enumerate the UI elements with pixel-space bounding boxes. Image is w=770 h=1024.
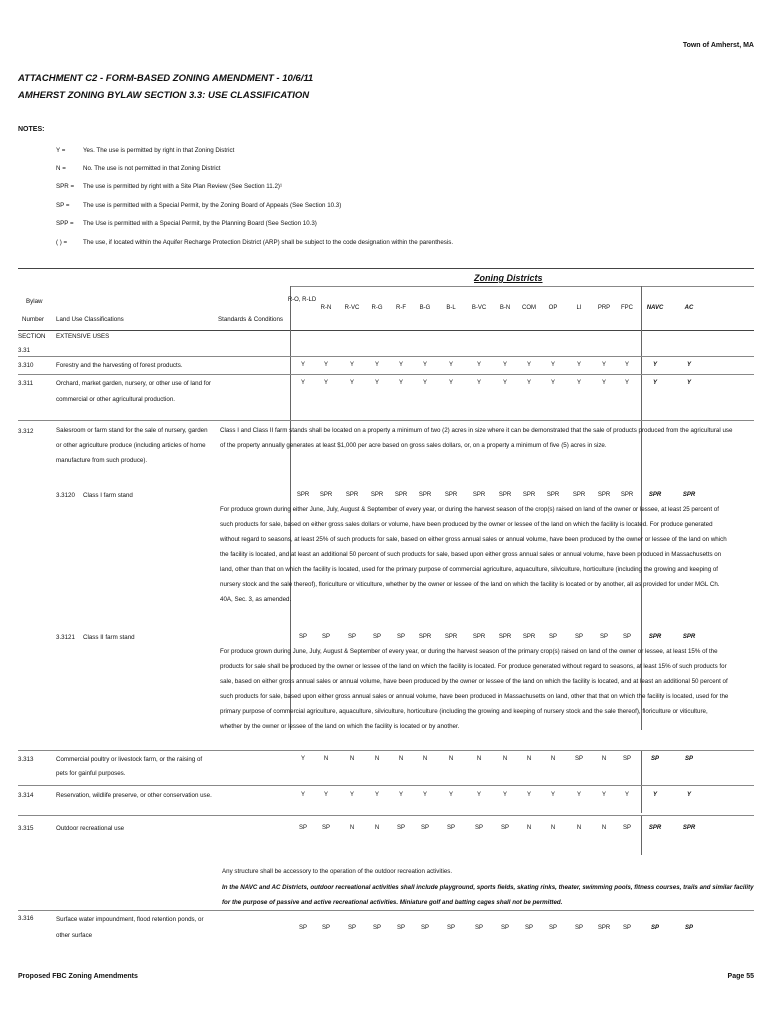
value-cell: SP [396, 825, 405, 831]
value-cell: Y [448, 380, 453, 386]
value-cell: SPR [418, 492, 432, 498]
note-text: The use is permitted with a Special Permit, by the Zoning Board of Appeals (See Section 10.3) [83, 202, 342, 209]
row-standard: For produce grown during either June, July, August & September of every year, or during the harvest season of the crop(s) raised on land of the owner or lessee, at least 25 percent of [220, 506, 719, 513]
col-header-rvc: R-VC [344, 305, 360, 311]
value-cell: N [526, 825, 532, 831]
value-cell: N [448, 756, 454, 762]
value-cell: Y [652, 362, 657, 368]
value-cell: SP [372, 925, 381, 931]
value-cell: Y [686, 792, 691, 798]
row-section: 3.313 [18, 756, 34, 763]
value-cell: Y [652, 380, 657, 386]
value-cell: Y [300, 756, 305, 762]
value-cell: SP [599, 634, 608, 640]
note-text: No. The use is not permitted in that Zoning District [83, 165, 221, 172]
value-cell: SPR [472, 492, 486, 498]
value-cell: SP [298, 634, 307, 640]
value-cell: SPR [370, 492, 384, 498]
note-key: SPR = [56, 183, 75, 190]
value-cell: SP [500, 825, 509, 831]
value-cell: SP [321, 825, 330, 831]
standards-label: Standards & Conditions [218, 316, 284, 323]
value-cell: Y [374, 380, 379, 386]
value-cell: Y [448, 362, 453, 368]
row-section: 3.316 [18, 915, 34, 922]
row-use: manufacture from such produce). [56, 457, 148, 464]
value-cell: Y [448, 792, 453, 798]
row-rule [18, 420, 754, 421]
col-header-bvc: B-VC [471, 305, 487, 311]
doc-title-line1: ATTACHMENT C2 - FORM-BASED ZONING AMENDMENT - 10/6/11 [18, 73, 314, 84]
value-cell: SPR [296, 492, 310, 498]
row-use: or other agriculture produce (including articles of home [56, 442, 206, 449]
value-cell: SPR [648, 492, 662, 498]
value-cell: N [601, 756, 607, 762]
value-cell: Y [422, 362, 427, 368]
col-header-bn: B-N [499, 305, 511, 311]
value-cell: SP [622, 925, 631, 931]
col-header-ac: AC [684, 305, 694, 311]
value-cell: SPR [522, 634, 536, 640]
row-rule [18, 356, 754, 357]
row-section: 3.310 [18, 362, 34, 369]
value-cell: SP [446, 825, 455, 831]
section-number: 3.31 [18, 347, 31, 354]
value-cell: SP [684, 756, 693, 762]
row-rule [18, 750, 754, 751]
value-cell: SPR [444, 492, 458, 498]
value-cell: Y [550, 362, 555, 368]
town-header: Town of Amherst, MA [682, 42, 754, 49]
value-cell: SPR [319, 492, 333, 498]
value-cell: Y [502, 792, 507, 798]
value-cell: SPR [418, 634, 432, 640]
row-standard: whether by the owner or lessee of the land on which the facility is located or by another. [220, 723, 460, 730]
value-cell: Y [550, 792, 555, 798]
value-cell: SP [548, 925, 557, 931]
value-cell: Y [686, 380, 691, 386]
value-cell: Y [576, 362, 581, 368]
value-cell: Y [398, 362, 403, 368]
row-subsection: 3.3120 [56, 492, 75, 499]
note-key: SPP = [56, 220, 74, 227]
value-cell: Y [323, 792, 328, 798]
row-standard: 40A, Sec. 3, as amended. [220, 596, 292, 603]
value-cell: Y [323, 362, 328, 368]
value-cell: SP [684, 925, 693, 931]
table-top-rule [18, 268, 754, 269]
row-use: commercial or other agricultural production. [56, 396, 175, 403]
row-standard: land, other than that on which the facility is located, used for the primary purpose of commercial agriculture, aquaculture, silviculture, horticulture (including the growing and keeping of [220, 566, 719, 573]
value-cell: N [422, 756, 428, 762]
value-cell: Y [300, 792, 305, 798]
row-rule [18, 815, 754, 816]
footer-left: Proposed FBC Zoning Amendments [18, 973, 138, 980]
row-standard: For produce grown during June, July, August & September of every year, or during the harvest season of the primary crop(s) raised on land of the owner or lessee, at least 15% of the [220, 648, 718, 655]
col-header-rf: R-F [396, 305, 406, 311]
value-cell: Y [601, 792, 606, 798]
value-cell: SPR [345, 492, 359, 498]
col-header-li: LI [576, 305, 582, 311]
row-use: pets for gainful purposes. [56, 770, 126, 777]
col-header-rg: R-G [371, 305, 383, 311]
row-standard: sale, based on either gross annual sales or annual volume, have been produced by the owner or lessee of the land on which the facility is located, and at least an additional 50 percent of [220, 678, 728, 685]
value-cell: Y [476, 362, 481, 368]
value-cell: Y [526, 362, 531, 368]
value-cell: N [526, 756, 532, 762]
notes-label: NOTES: [18, 126, 45, 133]
row-standard: for the purpose of passive and active recreational activities. Miniature golf and batting cages shall not be permitted. [222, 899, 563, 906]
value-cell: SP [574, 756, 583, 762]
value-cell: SPR [546, 492, 560, 498]
value-cell: SPR [472, 634, 486, 640]
note-text: Yes. The use is permitted by right in that Zoning District [83, 147, 235, 154]
col-header-op: OP [548, 305, 558, 311]
row-use: Class I farm stand [83, 492, 133, 499]
value-cell: SP [420, 825, 429, 831]
row-rule [18, 785, 754, 786]
row-section: 3.312 [18, 428, 34, 435]
row-use: Surface water impoundment, flood retention ponds, or [56, 916, 204, 923]
value-cell: SP [396, 925, 405, 931]
value-cell: Y [526, 792, 531, 798]
value-cell: Y [652, 792, 657, 798]
value-cell: Y [550, 380, 555, 386]
value-cell: SPR [620, 492, 634, 498]
value-cell: SP [650, 756, 659, 762]
value-cell: Y [323, 380, 328, 386]
row-section: 3.315 [18, 825, 34, 832]
value-cell: SPR [682, 492, 696, 498]
value-cell: SPR [682, 634, 696, 640]
section-label: SECTION [18, 333, 46, 340]
number-label: Number [22, 316, 45, 323]
value-cell: SPR [648, 634, 662, 640]
value-cell: Y [374, 362, 379, 368]
col-header-ro: R-O, R-LD [287, 297, 317, 303]
value-cell: SPR [498, 634, 512, 640]
value-cell: N [349, 756, 355, 762]
value-cell: SP [298, 825, 307, 831]
row-standard: such products for sale, based on either gross sales dollars or volume, have been produced by the owner or lessee of the land on which the facility is located. For produce generated [220, 521, 713, 528]
row-rule [18, 910, 754, 911]
value-cell: SP [500, 925, 509, 931]
value-cell: SP [622, 756, 631, 762]
value-cell: Y [398, 792, 403, 798]
value-cell: SPR [597, 492, 611, 498]
value-cell: SPR [597, 925, 611, 931]
note-text: The use, if located within the Aquifer Recharge Protection District (ARP) shall be subject to the code designation within the parenthesis. [83, 239, 454, 246]
value-cell: N [374, 756, 380, 762]
col-header-com: COM [522, 305, 536, 311]
value-cell: Y [624, 792, 629, 798]
value-cell: SP [574, 925, 583, 931]
row-use: Commercial poultry or livestock farm, or the raising of [56, 756, 203, 763]
value-cell: Y [422, 380, 427, 386]
note-key: Y = [56, 147, 66, 154]
value-cell: SPR [522, 492, 536, 498]
header-bottom-rule [18, 330, 754, 331]
row-use: Reservation, wildlife preserve, or other conservation use. [56, 792, 212, 799]
value-cell: SP [347, 634, 356, 640]
value-cell: SP [321, 925, 330, 931]
row-standard: Class I and Class II farm stands shall be located on a property a minimum of two (2) acres in size where it can be demonstrated that the sale of products produced from the agricultural use [220, 427, 733, 434]
value-cell: SP [474, 825, 483, 831]
value-cell: Y [686, 362, 691, 368]
value-cell: SP [622, 634, 631, 640]
value-cell: SP [321, 634, 330, 640]
value-cell: Y [349, 362, 354, 368]
note-key: N = [56, 165, 66, 172]
row-use: Salesroom or farm stand for the sale of nursery, garden [56, 427, 208, 434]
value-cell: SPR [682, 825, 696, 831]
col-header-navc: NAVC [646, 305, 664, 311]
value-cell: Y [601, 380, 606, 386]
land-use-label: Land Use Classifications [56, 316, 124, 323]
value-cell: SP [347, 925, 356, 931]
value-cell: Y [349, 792, 354, 798]
value-cell: Y [624, 380, 629, 386]
col-header-bg: B-G [419, 305, 431, 311]
row-standard: nursery stock and the sale thereof), floriculture or viticulture, whether by the owner or lessee of the land on which the facility is located or by another, all as provided for under MGL Ch. [220, 581, 720, 588]
row-standard: of the property annually generates at least $1,000 per acre based on gross sales dollars, or, on a property a minimum of five (5) acres in size. [220, 442, 607, 449]
value-cell: Y [576, 792, 581, 798]
value-cell: Y [624, 362, 629, 368]
zoning-districts-title: Zoning Districts [474, 273, 543, 283]
value-cell: SP [372, 634, 381, 640]
value-cell: N [349, 825, 355, 831]
row-standard: Any structure shall be accessory to the operation of the outdoor recreation activities. [222, 868, 453, 875]
value-cell: SP [524, 925, 533, 931]
value-cell: SP [548, 634, 557, 640]
footer-page-number: Page 55 [727, 973, 754, 980]
value-cell: SPR [394, 492, 408, 498]
value-cell: Y [476, 792, 481, 798]
value-cell: Y [349, 380, 354, 386]
note-text: The use is permitted by right with a Site Plan Review (See Section 11.2)¹ [83, 183, 283, 190]
value-cell: Y [526, 380, 531, 386]
col-header-bl: B-L [446, 305, 456, 311]
row-rule [18, 374, 754, 375]
value-cell: N [576, 825, 582, 831]
row-section: 3.311 [18, 380, 34, 387]
value-cell: Y [476, 380, 481, 386]
note-key: ( ) = [56, 239, 68, 246]
row-standard: without regard to seasons, at least 25% of such products for sale, based on either gross annual sales or annual volume, have been produced by the owner or lessee of the land on which [220, 536, 727, 543]
value-cell: N [502, 756, 508, 762]
value-cell: SPR [648, 825, 662, 831]
row-use: Forestry and the harvesting of forest products. [56, 362, 183, 369]
value-cell: N [550, 756, 556, 762]
row-standard: the facility is located, and at least an additional 50 percent of such products for sale, based upon either gross annual sales or annual volume, have been produced in Massachusetts on [220, 551, 722, 558]
row-use: Orchard, market garden, nursery, or other use of land for [56, 380, 211, 387]
value-cell: SPR [498, 492, 512, 498]
value-cell: Y [422, 792, 427, 798]
value-cell: SP [574, 634, 583, 640]
value-cell: Y [300, 362, 305, 368]
note-key: SP = [56, 202, 70, 209]
value-cell: Y [398, 380, 403, 386]
col-header-rn: R-N [320, 305, 332, 311]
value-cell: Y [300, 380, 305, 386]
value-cell: N [550, 825, 556, 831]
row-use: Class II farm stand [83, 634, 135, 641]
value-cell: N [323, 756, 329, 762]
bylaw-label: Bylaw [26, 298, 43, 305]
row-standard: In the NAVC and AC Districts, outdoor recreational activities shall include playground, sports fields, skating rinks, theater, swimming pools, fitness courses, trails and similar facility [222, 884, 754, 891]
value-cell: Y [576, 380, 581, 386]
col-header-fpc: FPC [621, 305, 633, 311]
row-standard: such products for sale, based upon either gross annual sales or annual volume, have been produced in Massachusetts on land, other that that on which the facility is located, used for the [220, 693, 729, 700]
value-cell: SP [396, 634, 405, 640]
value-cell: SP [298, 925, 307, 931]
value-cell: SP [650, 925, 659, 931]
row-use: Outdoor recreational use [56, 825, 125, 832]
value-cell: SP [622, 825, 631, 831]
col-divider [641, 815, 642, 855]
row-standard: products for sale shall be produced by the owner or lessee of the land on which the facility is located. For produce generated without regard to seasons, at least 15% of such products for [220, 663, 727, 670]
value-cell: N [374, 825, 380, 831]
row-use: other surface [56, 932, 93, 939]
value-cell: Y [502, 362, 507, 368]
value-cell: N [601, 825, 607, 831]
value-cell: SP [446, 925, 455, 931]
value-cell: N [476, 756, 482, 762]
row-standard: primary purpose of commercial agriculture, aquaculture, silviculture, horticulture (including the growing and keeping of nursery stock and the sale thereof), floriculture or viticulture, [220, 708, 708, 715]
value-cell: SP [420, 925, 429, 931]
row-subsection: 3.3121 [56, 634, 75, 641]
value-cell: SPR [444, 634, 458, 640]
value-cell: SP [474, 925, 483, 931]
col-header-prp: PRP [597, 305, 611, 311]
doc-title-line2: AMHERST ZONING BYLAW SECTION 3.3: USE CLASSIFICATION [18, 90, 310, 101]
districts-rule [290, 286, 754, 287]
row-section: 3.314 [18, 792, 34, 799]
value-cell: Y [374, 792, 379, 798]
value-cell: Y [502, 380, 507, 386]
value-cell: N [398, 756, 404, 762]
value-cell: Y [601, 362, 606, 368]
value-cell: SPR [572, 492, 586, 498]
extensive-uses-label: EXTENSIVE USES [56, 333, 110, 340]
note-text: The Use is permitted with a Special Permit, by the Planning Board (See Section 10.3) [83, 220, 317, 227]
